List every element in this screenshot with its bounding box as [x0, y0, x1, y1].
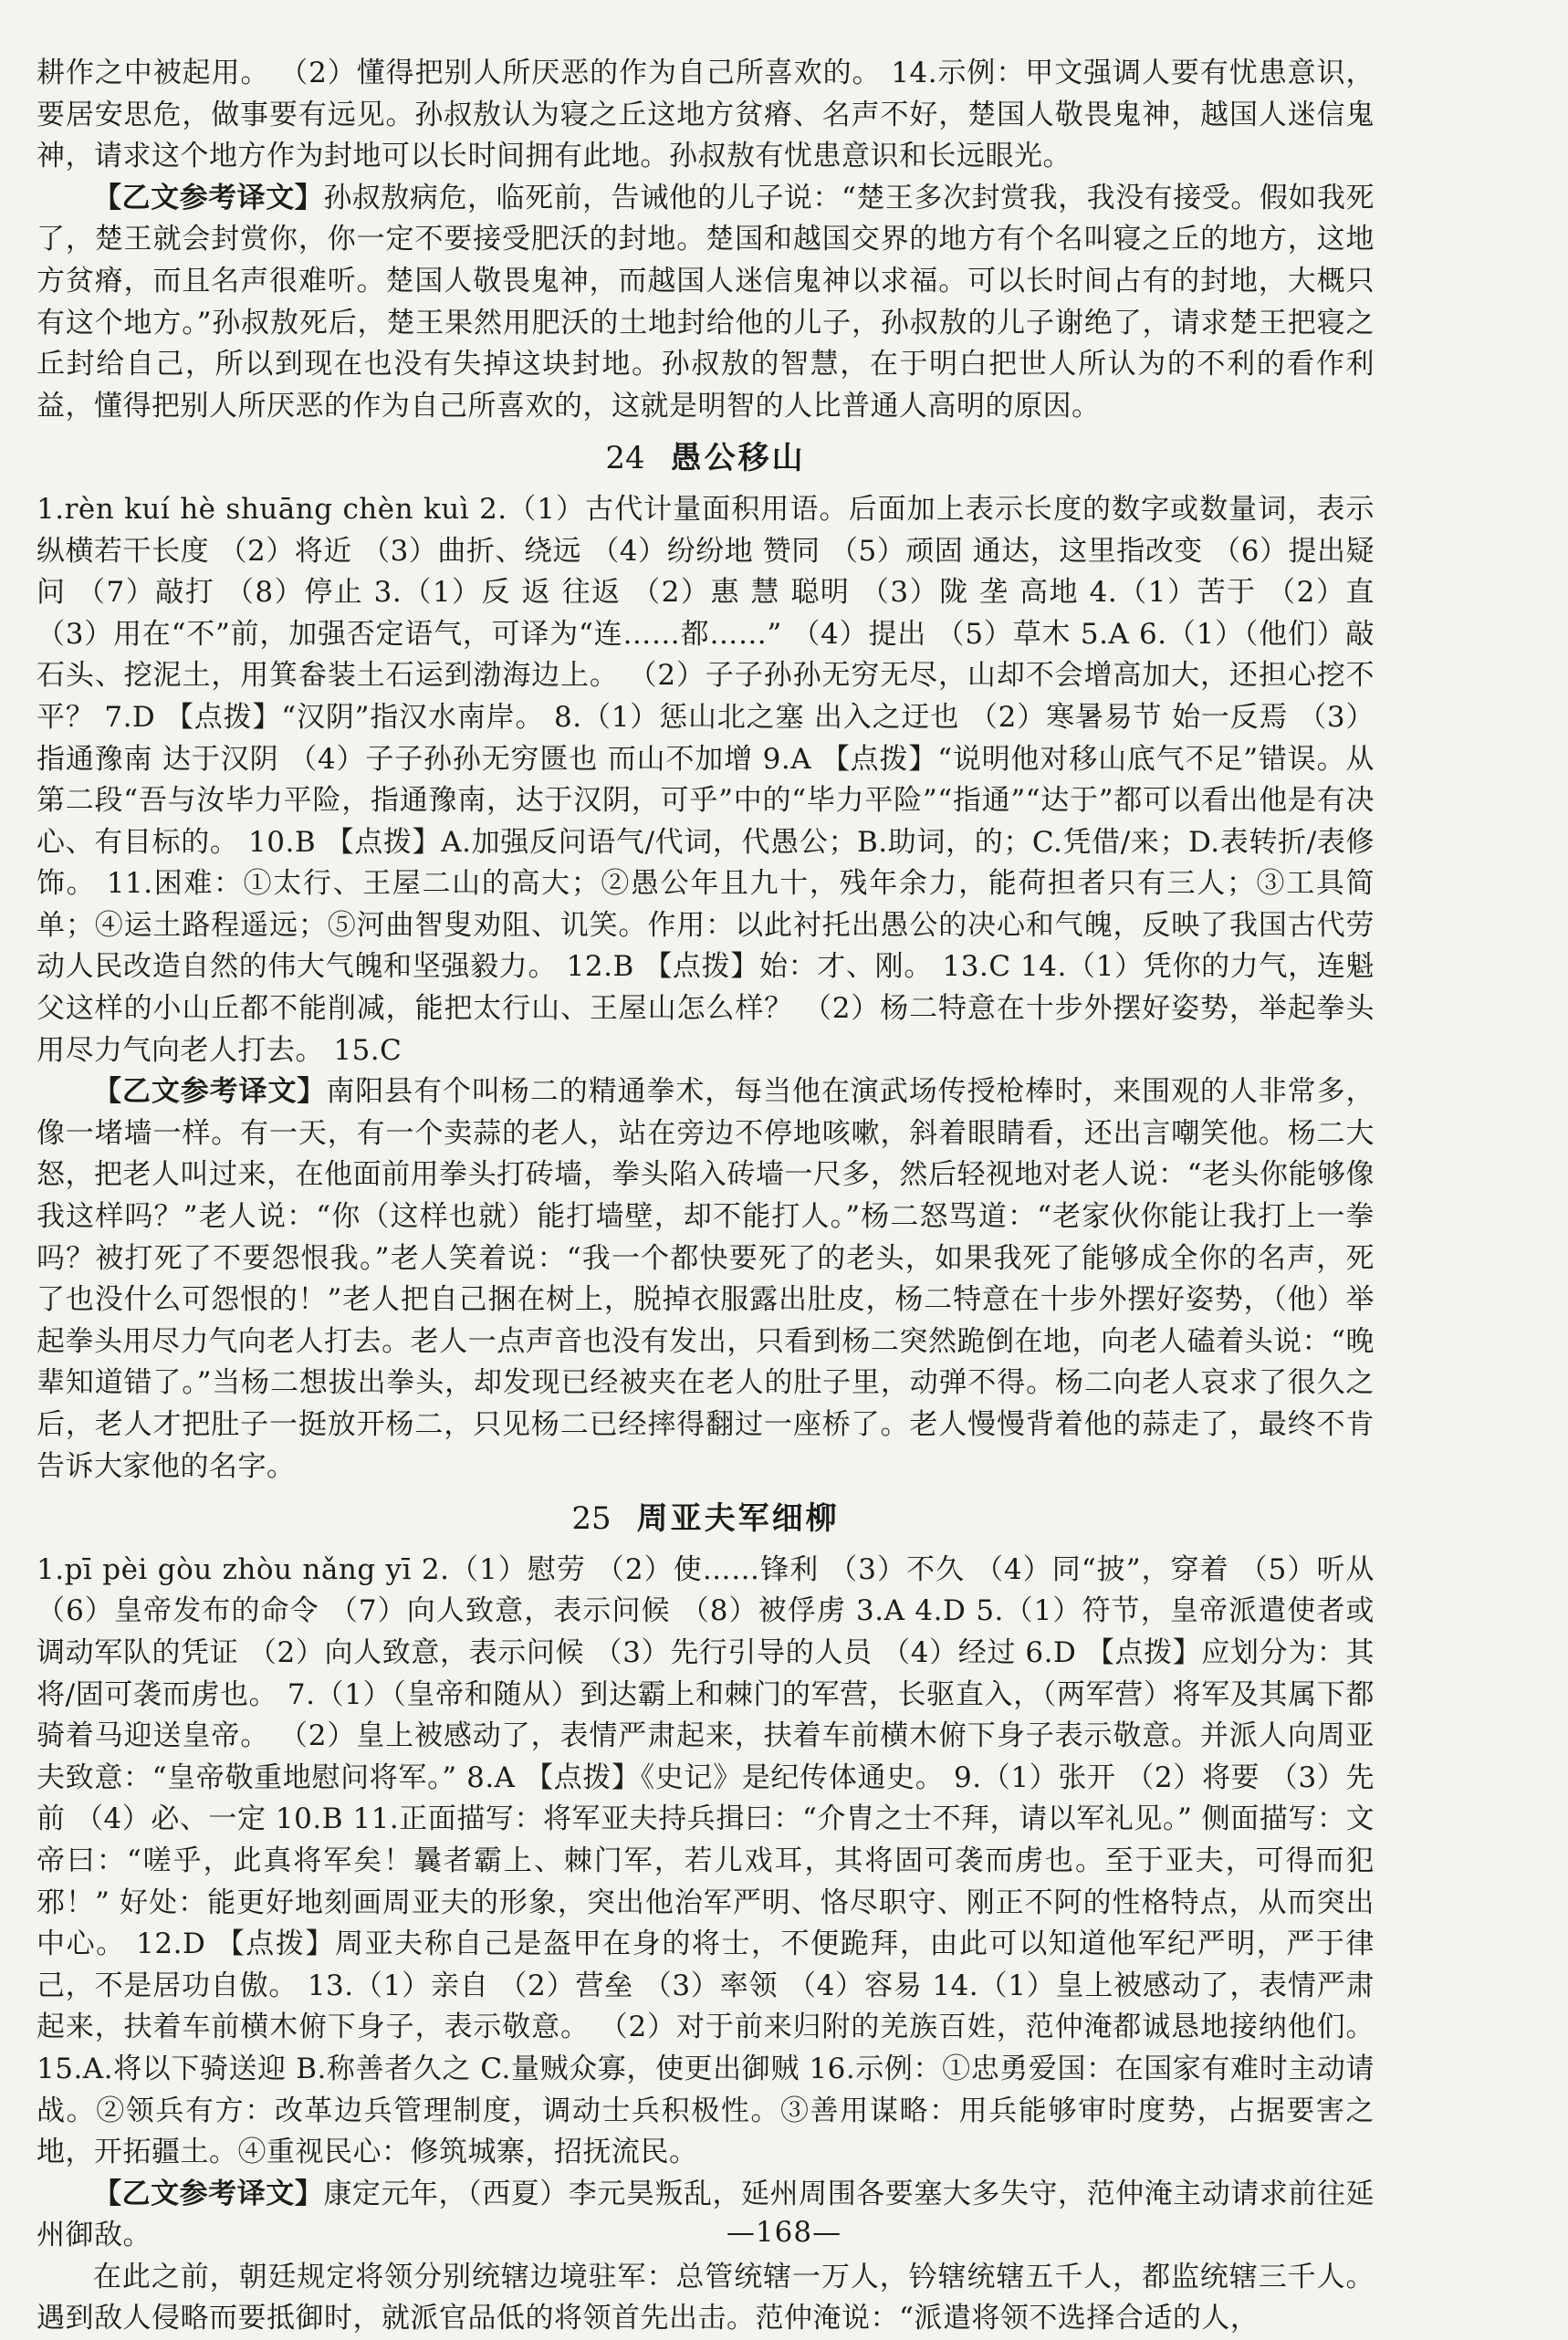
section-title: 周亚夫军细柳 — [636, 1500, 840, 1538]
section-25-answers: 1.pī pèi gòu zhòu nǎng yī 2.（1）慰劳 （2）使……锋利 （3）不久 （4）同“披”，穿着 （5）听从 （6）皇帝发布的命令 （7）向人致意，表示问候 （8）被俘虏 3.A 4.D 5.（1）符节，皇帝派遣使者或调动军队的凭证 （2）向人致意，表示问候 （3）先行引导的人员 （4）经过 6.D 【点拨】应划分为：其将/固可袭而虏也。 7.（1）（皇帝和随从）到达霸上和棘门的军营，长驱直入，（两军营）将军及其属下都骑着马迎送皇帝。 （2）皇上被感动了，表情严肃起来，扶着车前横木俯下身子表示敬意。并派人向周亚夫致意：“皇帝敬重地慰问将军。” 8.A 【点拨】《史记》是纪传体通史。 9.（1）张开 （2）将要 （3）先前 （4）必、一定 10.B 11.正面描写：将军亚夫持兵揖曰：“介胄之士不拜，请以军礼见。” 侧面描写：文帝曰：“嗟乎，此真将军矣！曩者霸上、棘门军，若儿戏耳，其将固可袭而虏也。至于亚夫，可得而犯邪！” 好处：能更好地刻画周亚夫的形象，突出他治军严明、恪尽职守、刚正不阿的性格特点，从而突出中心。 12.D 【点拨】周亚夫称自己是盔甲在身的将士，不便跪拜，由此可以知道他军纪严明，严于律己，不是居功自傲。 13.（1）亲自 （2）营垒 （3）率领 （4）容易 14.（1）皇上被感动了，表情严肃起来，扶着车前横木俯下身子，表示敬意。 （2）对于前来归附的羌族百姓，范仲淹都诚恳地接纳他们。 15.A.将以下骑送迎 B.称善者久之 C.量贼众寡，使更出御贼 16.示例：①忠勇爱国：在国家有难时主动请战。②领兵有方：改革边兵管理制度，调动士兵积极性。③善用谋略：用兵能够审时度势，占据要害之地，开拓疆土。④重视民心：修筑城寨，招抚流民。 — [37, 1552, 1375, 2169]
translation-text: 南阳县有个叫杨二的精通拳术，每当他在演武场传授枪棒时，来围观的人非常多，像一堵墙一样。有一天，有一个卖蒜的老人，站在旁边不停地咳嗽，斜着眼睛看，还出言嘲笑他。杨二大怒，把老人叫过来，在他面前用拳头打砖墙，拳头陷入砖墙一尺多，然后轻视地对老人说：“老头你能够像我这样吗？”老人说：“你（这样也就）能打墙壁，却不能打人。”杨二怒骂道：“老家伙你能让我打上一拳吗？被打死了不要怨恨我。”老人笑着说：“我一个都快要死了的老头，如果我死了能够成全你的名声，死了也没什么可怨恨的！”老人把自己捆在树上，脱掉衣服露出肚皮，杨二特意在十步外摆好姿势，（他）举起拳头用尽力气向老人打去。老人一点声音也没有发出，只看到杨二突然跪倒在地，向老人磕着头说：“晚辈知道错了。”当杨二想拔出拳头，却发现已经被夹在老人的肚子里，动弹不得。杨二向老人哀求了很久之后，老人才把肚子一挺放开杨二，只见杨二已经摔得翻过一座桥了。老人慢慢背着他的蒜走了，最终不肯告诉大家他的名字。 — [37, 1075, 1375, 1483]
translation-label: 【乙文参考译文】 — [93, 1075, 327, 1109]
section-25-heading — [37, 1499, 1375, 1541]
section-number: 25 — [571, 1500, 612, 1538]
section-24-answers: 1.rèn kuí hè shuāng chèn kuì 2.（1）古代计量面积用语。后面加上表示长度的数字或数量词，表示纵横若干长度 （2）将近 （3）曲折、绕远 （4）纷纷地 赞同 （5）顽固 通达，这里指改变 （6）提出疑问 （7）敲打 （8）停止 3.（1）反 返 往返 （2）惠 慧 聪明 （3）陇 垄 高地 4.（1）苦于 （2）直 （3）用在“不”前，加强否定语气，可译为“连……都……” （4）提出 （5）草木 5.A 6.（1）（他们）敲石头、挖泥土，用箕畚装土石运到渤海边上。 （2）子子孙孙无穷无尽，山却不会增高加大，还担心挖不平？ 7.D 【点拨】“汉阴”指汉水南岸。 8.（1）惩山北之塞 出入之迂也 （2）寒暑易节 始一反焉 （3）指通豫南 达于汉阴 （4）子子孙孙无穷匮也 而山不加增 9.A 【点拨】“说明他对移山底气不足”错误。从第二段“吾与汝毕力平险，指通豫南，达于汉阴，可乎”中的“毕力平险”“指通”“达于”都可以看出他是有决心、有目标的。 10.B 【点拨】A.加强反问语气/代词，代愚公；B.助词，的；C.凭借/来；D.表转折/表修饰。 11.困难：①太行、王屋二山的高大；②愚公年且九十，残年余力，能荷担者只有三人；③工具简单；④运土路程遥远；⑤河曲智叟劝阻、讥笑。作用：以此衬托出愚公的决心和气魄，反映了我国古代劳动人民改造自然的伟大气魄和坚强毅力。 12.B 【点拨】始：才、刚。 13.C 14.（1）凭你的力气，连魁父这样的小山丘都不能削减，能把太行山、王屋山怎么样？ （2）杨二特意在十步外摆好姿势，举起拳头用尽力气向老人打去。 15.C — [37, 492, 1375, 1067]
translation-text: 孙叔敖病危，临死前，告诫他的儿子说：“楚王多次封赏我，我没有接受。假如我死了，楚王就会封赏你，你一定不要接受肥沃的封地。楚国和越国交界的地方有个名叫寝之丘的地方，这地方贫瘠，而且名声很难听。楚国人敬畏鬼神，而越国人迷信鬼神以求福。可以长时间占有的封地，大概只有这个地方。”孙叔敖死后，楚王果然用肥沃的土地封给他的儿子，孙叔敖的儿子谢绝了，请求楚王把寝之丘封给自己，所以到现在也没有失掉这块封地。孙叔敖的智慧，在于明白把世人所认为的不利的看作利益，懂得把别人所厌恶的作为自己所喜欢的，这就是明智的人比普通人高明的原因。 — [37, 181, 1375, 423]
translation-label: 【乙文参考译文】 — [93, 181, 324, 214]
intro-answers: 耕作之中被起用。 （2）懂得把别人所厌恶的作为自己所喜欢的。 14.示例：甲文强调人要有忧患意识，要居安思危，做事要有远见。孙叔敖认为寝之丘这地方贫瘠、名声不好，楚国人敬畏鬼神，越国人迷信鬼神，请求这个地方作为封地可以长时间拥有此地。孙叔敖有忧患意识和长远眼光。 — [37, 57, 1375, 173]
section-24-translation — [37, 1071, 1375, 1488]
answer-page — [37, 53, 1375, 2340]
section-title: 愚公移山 — [670, 440, 806, 477]
intro-translation — [37, 178, 1375, 428]
page-number: —168— — [726, 2216, 842, 2249]
section-number: 24 — [605, 440, 645, 477]
translation-label: 【乙文参考译文】 — [93, 2177, 324, 2210]
section-25-translation-2: 在此之前，朝廷规定将领分别统辖边境驻军：总管统辖一万人，钤辖统辖五千人，都监统辖三千人。遇到敌人侵略而要抵御时，就派官品低的将领首先出击。范仲淹说：“派遣将领不选择合适的人， — [37, 2260, 1375, 2335]
section-24-heading — [37, 438, 1375, 480]
translation-text: 康定元年，（西夏）李元昊叛乱，延州周围各要塞大多失守，范仲淹主动请求前往延州御敌。 — [37, 2177, 1375, 2252]
